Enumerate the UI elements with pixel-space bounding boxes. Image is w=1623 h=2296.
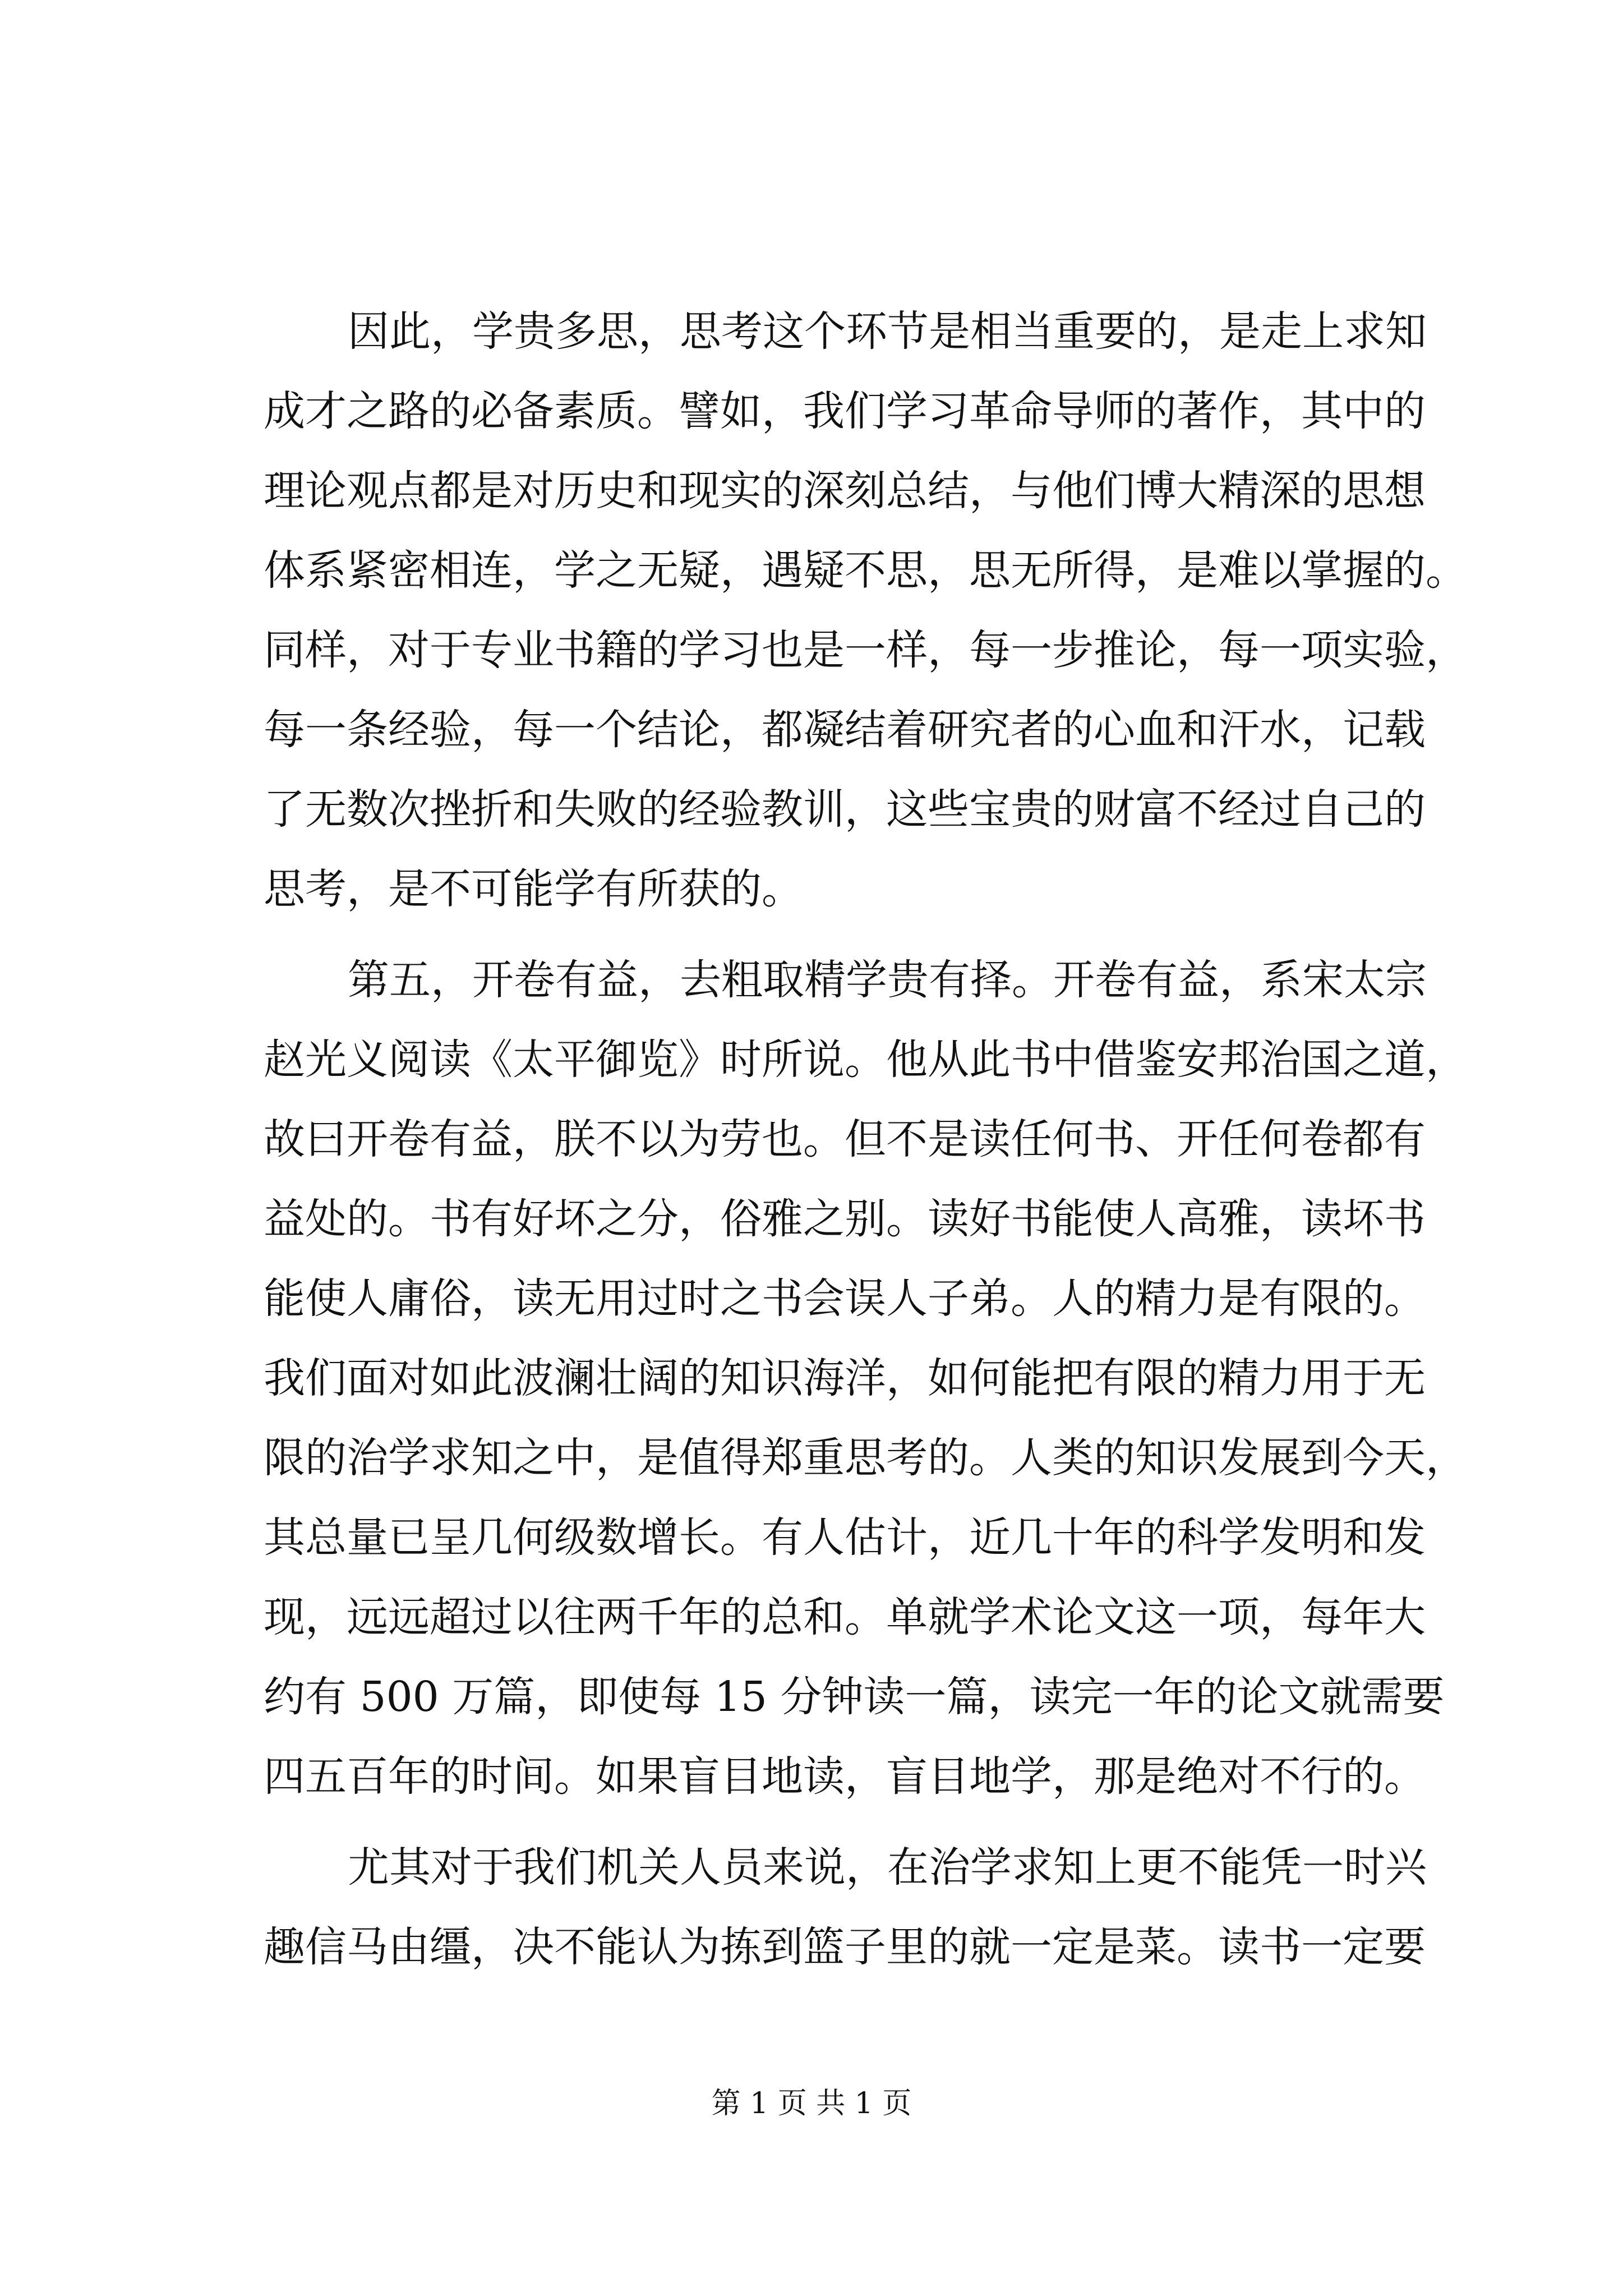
text-line: 了无数次挫折和失败的经验教训，这些宝贵的财富不经过自己的 <box>264 785 1426 834</box>
text-line: 成才之路的必备素质。譬如，我们学习革命导师的著作，其中的 <box>264 387 1426 435</box>
text-line: 现，远远超过以往两千年的总和。单就学术论文这一项，每年大 <box>264 1593 1426 1641</box>
text-line: 因此，学贵多思，思考这个环节是相当重要的，是走上求知 <box>348 307 1427 356</box>
paragraph-3 <box>264 1828 1427 1987</box>
text-line: 第五，开卷有益，去粗取精学贵有择。开卷有益，系宋太宗 <box>348 956 1427 1004</box>
text-line: 我们面对如此波澜壮阔的知识海洋，如何能把有限的精力用于无 <box>264 1354 1426 1402</box>
text-line: 约有 500 万篇，即使每 15 分钟读一篇，读完一年的论文就需要 <box>264 1673 1445 1721</box>
text-line: 同样，对于专业书籍的学习也是一样，每一步推论，每一项实验， <box>264 626 1467 674</box>
text-line: 趣信马由缰，决不能认为拣到篮子里的就一定是菜。读书一定要 <box>264 1923 1426 1971</box>
text-line: 其总量已呈几何级数增长。有人估计，近几十年的科学发明和发 <box>264 1513 1426 1562</box>
page-footer: 第 1 页 共 1 页 <box>711 2087 912 2120</box>
text-line: 四五百年的时间。如果盲目地读，盲目地学，那是绝对不行的。 <box>264 1752 1426 1801</box>
text-line: 尤其对于我们机关人员来说，在治学求知上更不能凭一时兴 <box>348 1843 1427 1892</box>
text-line: 每一条经验，每一个结论，都凝结着研究者的心血和汗水，记载 <box>264 706 1426 754</box>
text-line: 体系紧密相连，学之无疑，遇疑不思，思无所得，是难以掌握的。 <box>264 546 1467 595</box>
text-line: 限的治学求知之中，是值得郑重思考的。人类的知识发展到今天， <box>264 1434 1467 1482</box>
text-line: 理论观点都是对历史和现实的深刻总结，与他们博大精深的思想 <box>264 467 1426 515</box>
paragraph-1 <box>264 292 1467 929</box>
text-line: 思考，是不可能学有所获的。 <box>264 865 803 913</box>
document-body <box>264 292 1467 1987</box>
text-line: 赵光义阅读《太平御览》时所说。他从此书中借鉴安邦治国之道， <box>264 1036 1467 1084</box>
text-line: 故曰开卷有益，朕不以为劳也。但不是读任何书、开任何卷都有 <box>264 1115 1426 1163</box>
paragraph-2 <box>264 940 1467 1816</box>
text-line: 能使人庸俗，读无用过时之书会误人子弟。人的精力是有限的。 <box>264 1274 1426 1323</box>
text-line: 益处的。书有好坏之分，俗雅之别。读好书能使人高雅，读坏书 <box>264 1195 1426 1243</box>
